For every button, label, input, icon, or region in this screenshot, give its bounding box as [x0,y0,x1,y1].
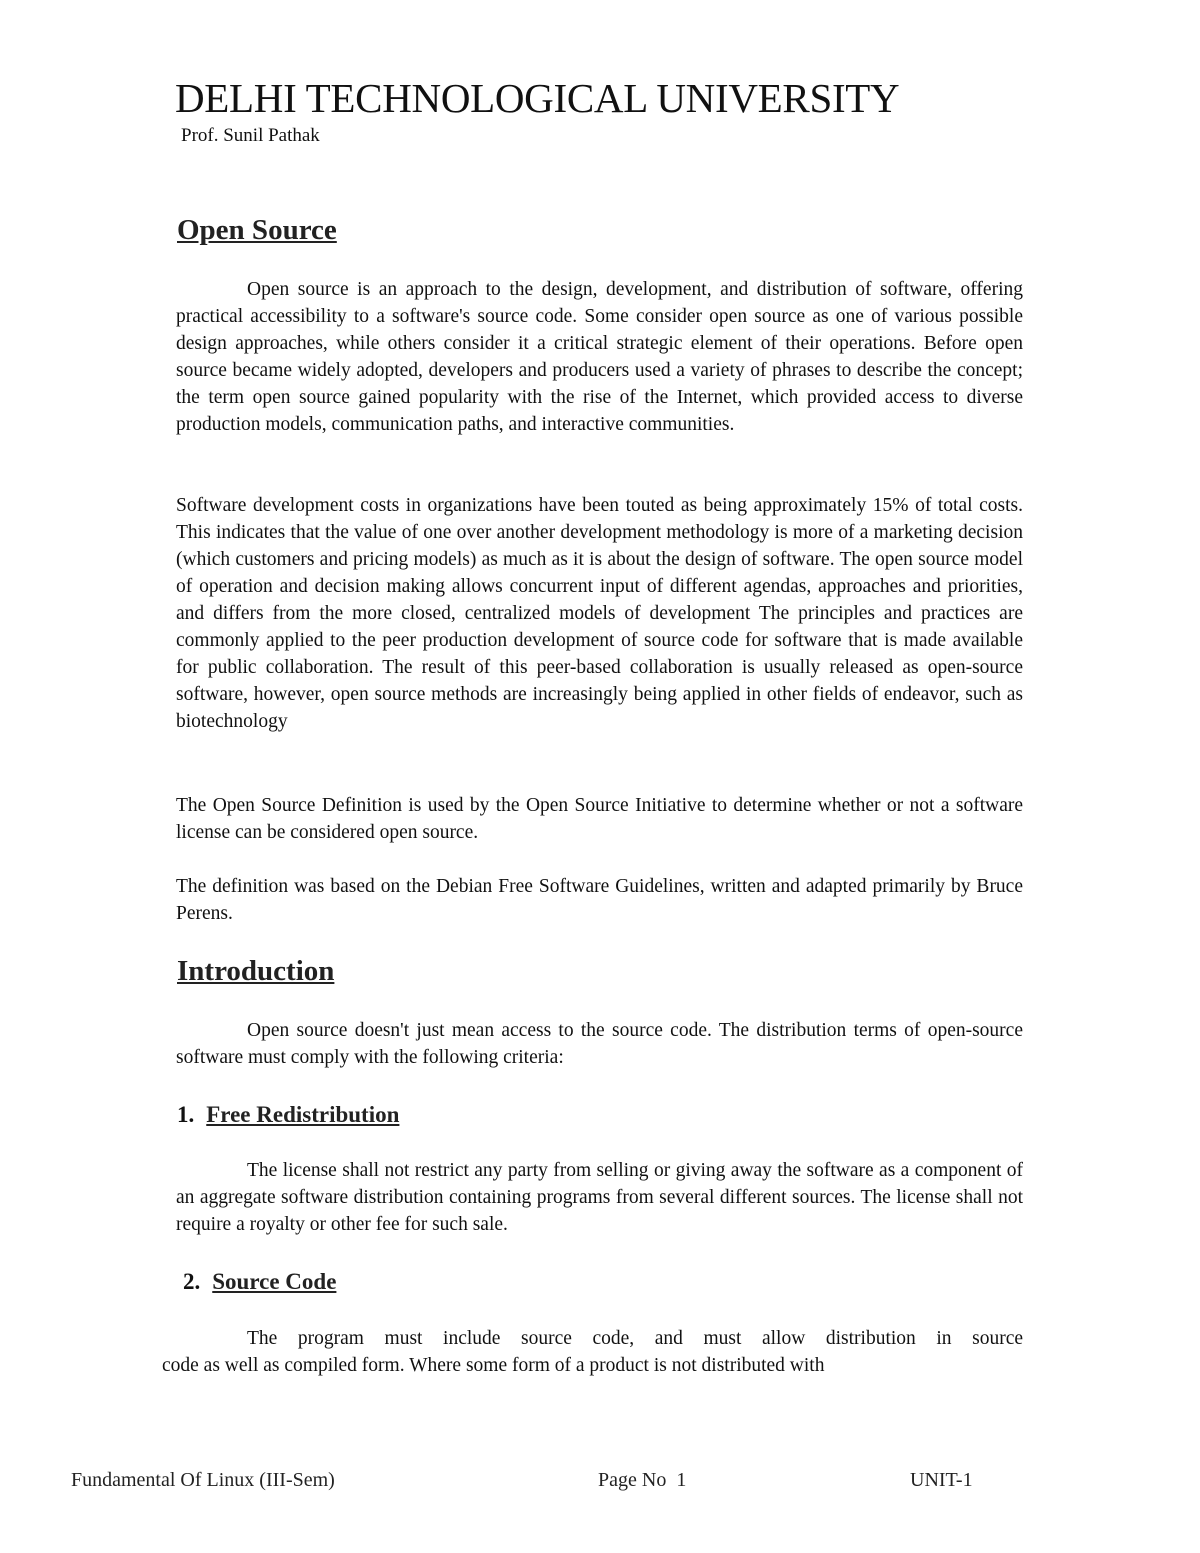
university-title: DELHI TECHNOLOGICAL UNIVERSITY [175,75,900,121]
criterion-heading-2 [183,1269,336,1295]
paragraph-source-code-line-2: code as well as compiled form. Where some form of a product is not distributed with [162,1355,825,1376]
heading-open-source: Open Source [177,214,337,246]
paragraph-open-source-2: Software development costs in organizations have been touted as being approximately 15% of total costs. This indicates that the value of one over another development methodology is more of a marketing decision (which customers and pricing models) as much as it is about the design of software. The open source model of operation and decision making allows concurrent input of different agendas, approaches and priorities, and differs from the more closed, centralized models of development The principles and practices are commonly applied to the peer production development of source code for software that is made available for public collaboration. The result of this peer-based collaboration is usually released as open-source software, however, open source methods are increasingly being applied in other fields of endeavor, such as biotechnology [176,495,1023,732]
paragraph-open-source-3: The Open Source Definition is used by the Open Source Initiative to determine whether or not a software license can be considered open source. [176,795,1023,843]
criterion-number: 1. [177,1102,195,1127]
criterion-title: Free Redistribution [206,1102,400,1127]
footer-unit: UNIT-1 [910,1469,973,1491]
paragraph-introduction: Open source doesn't just mean access to the source code. The distribution terms of open-source software must comply with the following criteria: [176,1020,1023,1068]
criterion-title: Source Code [212,1269,337,1294]
criterion-heading-1 [177,1102,399,1128]
footer-page-number: Page No 1 [598,1469,687,1491]
paragraph-source-code-line-1: The program must include source code, and must allow distribution in source [247,1328,1023,1349]
paragraph-open-source-4: The definition was based on the Debian Free Software Guidelines, written and adapted primarily by Bruce Perens. [176,876,1023,924]
criterion-number: 2. [183,1269,201,1294]
paragraph-open-source-1: Open source is an approach to the design, development, and distribution of software, offering practical accessibility to a software's source code. Some consider open source as one of various possible design approaches, while others consider it a critical strategic element of their operations. Before open source became widely adopted, developers and producers used a variety of phrases to describe the concept; the term open source gained popularity with the rise of the Internet, which provided access to diverse production models, communication paths, and interactive communities. [176,279,1023,435]
author-name: Prof. Sunil Pathak [181,125,320,146]
paragraph-free-redistribution: The license shall not restrict any party from selling or giving away the software as a component of an aggregate software distribution containing programs from several different sources. The license shall not require a royalty or other fee for such sale. [176,1160,1023,1235]
heading-introduction: Introduction [177,955,335,987]
footer-course: Fundamental Of Linux (III-Sem) [71,1469,335,1491]
